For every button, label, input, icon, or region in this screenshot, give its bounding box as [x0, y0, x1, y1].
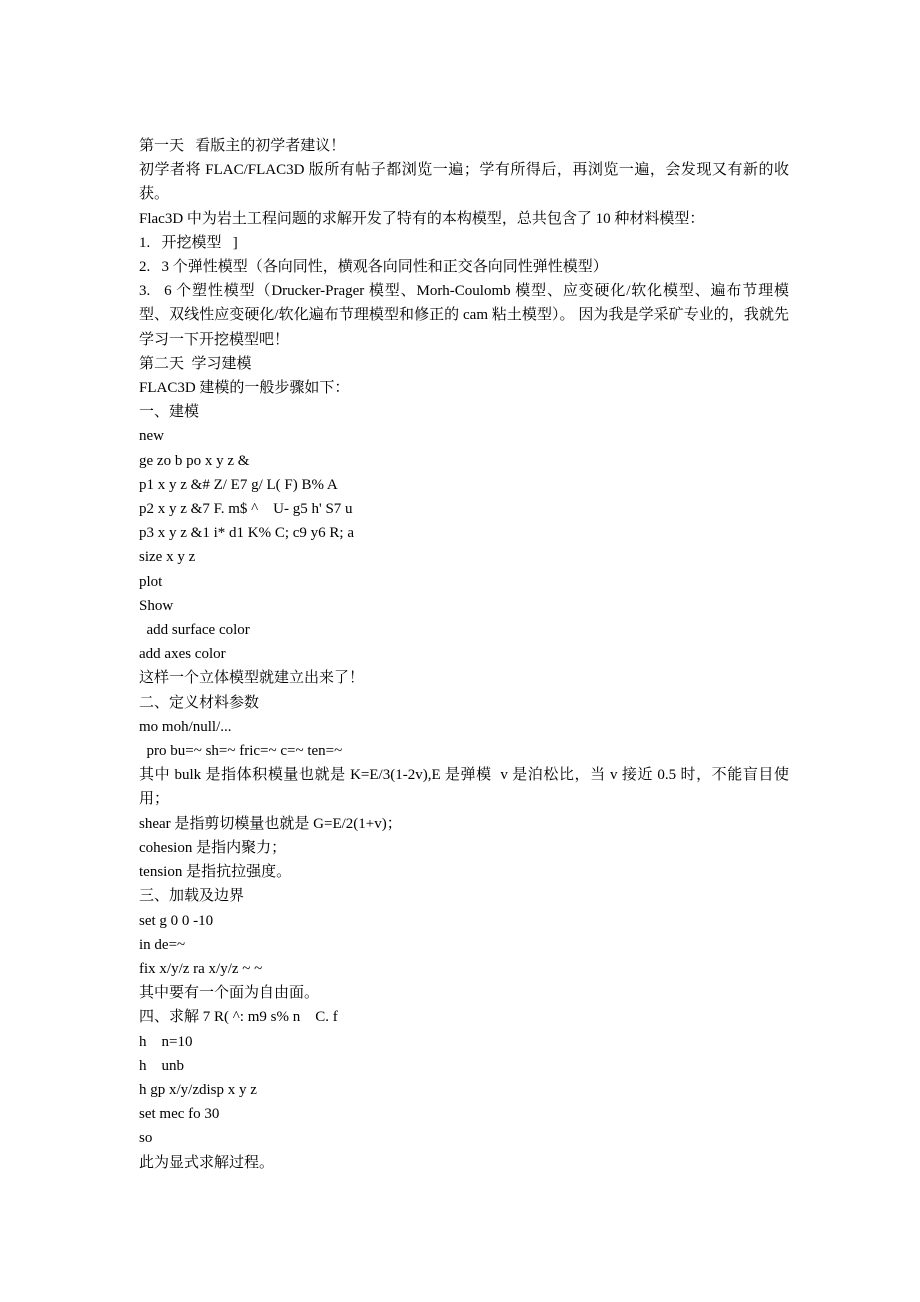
code-line: p2 x y z &7 F. m$ ^ U- g5 h' S7 u: [139, 501, 353, 518]
section-heading-modeling: 一、建模: [139, 404, 200, 421]
paragraph-cohesion: cohesion 是指内聚力；: [139, 839, 287, 856]
code-line: new: [139, 428, 164, 445]
code-line: in de=~: [139, 936, 186, 953]
code-line: set g 0 0 -10: [139, 912, 214, 929]
paragraph-explicit-solve: 此为显式求解过程。: [139, 1154, 275, 1171]
paragraph-free-surface: 其中要有一个面为自由面。: [139, 985, 320, 1002]
paragraph-bulk: 其中 bulk 是指体积模量也就是 K=E/3(1-2v),E 是弹模 v 是泊松比，当 v 接近 0.5 时，不能盲目使用；: [139, 767, 789, 808]
paragraph-beginner-advice: 初学者将 FLAC/FLAC3D 版所有帖子都浏览一遍；学有所得后，再浏览一遍，会发现又有新的收获。: [139, 162, 789, 203]
code-line: plot: [139, 573, 163, 590]
code-line: mo moh/null/...: [139, 718, 232, 735]
day1-heading: 第一天 看版主的初学者建议！: [139, 138, 346, 154]
code-line: set mec fo 30: [139, 1106, 220, 1123]
modeling-steps-intro: FLAC3D 建模的一般步骤如下：: [139, 380, 350, 397]
section-heading-boundary: 三、加载及边界: [139, 888, 245, 905]
list-item-3: 3. 6 个塑性模型（Drucker-Prager 模型、Morh-Coulomb 模型、应变硬化/软化模型、遍布节理模型、双线性应变硬化/软化遍布节理模型和修正的 cam 粘土模型）。 因为我是学采矿专业的，我就先学习一下开挖模型吧！: [139, 283, 789, 348]
code-line: p1 x y z &# Z/ E7 g/ L( F) B% A: [139, 476, 338, 493]
code-line: pro bu=~ sh=~ fric=~ c=~ ten=~: [139, 743, 343, 760]
code-line: so: [139, 1130, 153, 1147]
code-line: p3 x y z &1 i* d1 K% C; c9 y6 R; a: [139, 525, 354, 542]
code-line: fix x/y/z ra x/y/z ~ ~: [139, 960, 263, 977]
code-line: add axes color: [139, 646, 226, 663]
code-line: ge zo b po x y z &: [139, 452, 250, 469]
paragraph-model-intro: Flac3D 中为岩土工程问题的求解开发了特有的本构模型，总共包含了 10 种材料模型：: [139, 210, 705, 227]
list-item-2: 2. 3 个弹性模型（各向同性，横观各向同性和正交各向同性弹性模型）: [139, 259, 608, 276]
code-line: add surface color: [139, 622, 250, 639]
paragraph-model-built: 这样一个立体模型就建立出来了！: [139, 670, 365, 687]
section-heading-material: 二、定义材料参数: [139, 694, 260, 711]
paragraph-tension: tension 是指抗拉强度。: [139, 864, 292, 881]
code-line: h n=10: [139, 1033, 193, 1050]
paragraph-shear: shear 是指剪切模量也就是 G=E/2(1+v)；: [139, 815, 402, 832]
code-line: h unb: [139, 1057, 184, 1074]
list-item-1: 1. 开挖模型 ]: [139, 234, 238, 251]
code-line: size x y z: [139, 549, 196, 566]
day2-heading: 第二天 学习建模: [139, 355, 252, 372]
document-body: [139, 134, 789, 1175]
code-line: Show: [139, 597, 174, 614]
section-heading-solve: 四、求解 7 R( ^: m9 s% n C. f: [139, 1009, 338, 1026]
code-line: h gp x/y/zdisp x y z: [139, 1081, 257, 1098]
